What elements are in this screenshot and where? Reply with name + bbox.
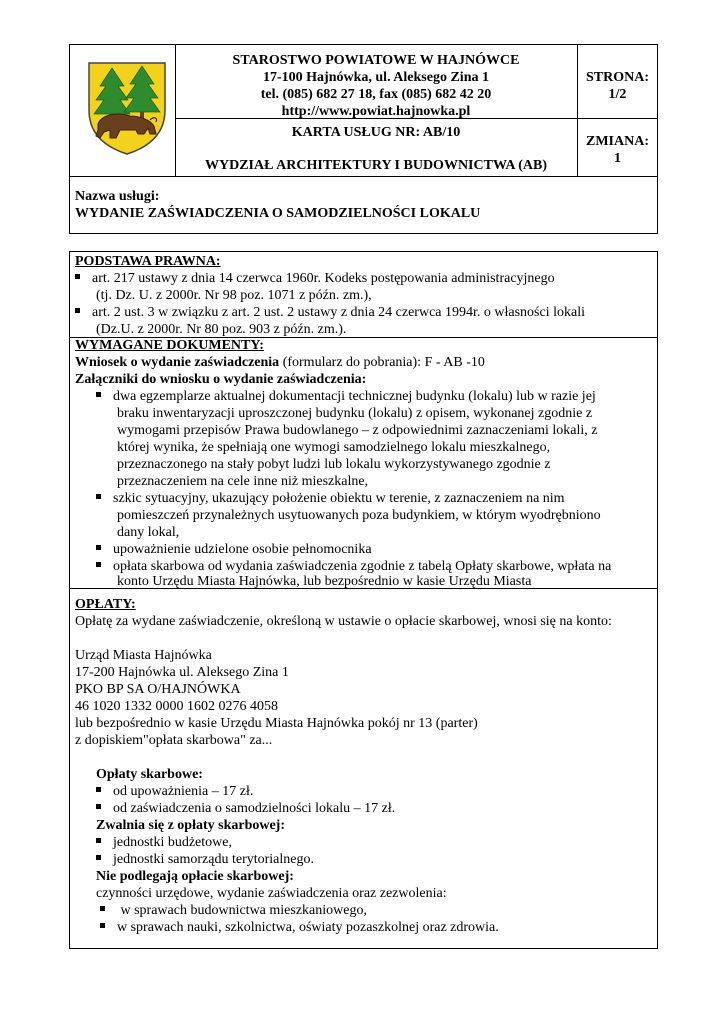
office-address: 17-100 Hajnówka, ul. Aleksego Zina 1 (263, 70, 489, 85)
bullet-icon (75, 308, 80, 313)
exempt-item: jednostki budżetowe, (96, 834, 232, 851)
attachment-item-cont: której wynika, że spełniają one wymogi samodzielnego lokalu mieszkalnego, (117, 440, 551, 455)
change-number: 1 (614, 151, 621, 166)
bullet-icon (96, 545, 101, 550)
attachment-item-cont: dany lokal, (117, 525, 180, 540)
bullet-icon (100, 906, 105, 911)
bullet-icon (75, 274, 80, 279)
legal-heading: PODSTAWA PRAWNA: (75, 254, 221, 269)
exempt-heading: Zwalnia się z opłaty skarbowej: (96, 818, 285, 833)
not-subject-item: w sprawach budownictwa mieszkaniowego, (100, 902, 367, 919)
legal-item: art. 2 ust. 3 w związku z art. 2 ust. 2 ustawy z dnia 24 czerwca 1994r. o własności lokali (75, 304, 585, 321)
bullet-icon (100, 923, 105, 928)
not-subject-heading: Nie podlegają opłacie skarbowej: (96, 869, 294, 884)
attachment-item-cont: braku inwentaryzacji uproszczonej budynku (lokalu) z opisem, wykonanej zgodnie z (117, 406, 593, 421)
office-name: STAROSTWO POWIATOWE W HAJNÓWCE (232, 53, 520, 68)
legal-item: art. 217 ustawy z dnia 14 czerwca 1960r. Kodeks postępowania administracyjnego (75, 270, 555, 287)
office-website: http://www.powiat.hajnowka.pl (281, 104, 471, 119)
bullet-icon (96, 838, 101, 843)
service-label: Nazwa usługi: (75, 189, 160, 204)
page-label: STRONA: (585, 70, 649, 85)
account-line: 17-200 Hajnówka ul. Aleksego Zina 1 (75, 665, 289, 680)
office-phone: tel. (085) 682 27 18, fax (085) 682 42 20 (260, 87, 492, 102)
attachment-item-cont: wymogami przepisów Prawa budowlanego – z odpowiednimi zaznaczeniami lokali, z (117, 423, 598, 438)
stamp-fee-item: od upoważnienia – 17 zł. (96, 783, 253, 800)
account-line: lub bezpośrednio w kasie Urzędu Miasta Hajnówka pokój nr 13 (parter) (75, 716, 478, 731)
bullet-icon (96, 494, 101, 499)
bullet-icon (96, 855, 101, 860)
page-number: 1/2 (608, 87, 627, 102)
attachments-heading: Załączniki do wniosku o wydanie zaświadczenia: (75, 372, 367, 387)
account-line: PKO BP SA O/HAJNÓWKA (75, 682, 241, 697)
account-line: 46 1020 1332 0000 1602 0276 4058 (75, 699, 278, 714)
documents-heading: WYMAGANE DOKUMENTY: (75, 338, 264, 353)
service-card-number: KARTA USŁUG NR: AB/10 (291, 125, 461, 140)
change-label: ZMIANA: (586, 134, 649, 149)
not-subject-item: w sprawach nauki, szkolnictwa, oświaty pozaszkolnej oraz zdrowia. (100, 919, 499, 936)
fees-intro: Opłatę za wydane zaświadczenie, określoną w ustawie o opłacie skarbowej, wnosi się na konto: (75, 614, 612, 629)
bullet-icon (96, 804, 101, 809)
not-subject-text: czynności urzędowe, wydanie zaświadczenia oraz zezwolenia: (96, 886, 447, 901)
legal-item-cont: (tj. Dz. U. z 2000r. Nr 98 poz. 1071 z późn. zm.), (96, 288, 372, 303)
service-name: WYDANIE ZAŚWIADCZENIA O SAMODZIELNOŚCI LOKALU (75, 206, 481, 221)
attachment-item-cont: przeznaczeniem na cele inne niż mieszkalne, (117, 474, 369, 489)
request-form-line: Wniosek o wydanie zaświadczenia (formularz do pobrania): F - AB -10 (75, 355, 485, 370)
attachment-item-cont: konto Urzędu Miasta Hajnówka, lub bezpośrednio w kasie Urzędu Miasta (117, 574, 532, 589)
stamp-fees-heading: Opłaty skarbowe: (96, 767, 203, 782)
account-line: z dopiskiem"opłata skarbowa" za... (75, 733, 273, 748)
stamp-fee-item: od zaświadczenia o samodzielności lokalu – 17 zł. (96, 800, 395, 817)
attachment-item: upoważnienie udzielone osobie pełnomocnika (96, 541, 372, 558)
account-line: Urząd Miasta Hajnówka (75, 648, 212, 663)
bullet-icon (96, 787, 101, 792)
legal-item-cont: (Dz.U. z 2000r. Nr 80 poz. 903 z późn. zm.). (96, 322, 347, 337)
attachment-item: dwa egzemplarze aktualnej dokumentacji technicznej budynku (lokalu) lub w razie jej (96, 388, 596, 405)
exempt-item: jednostki samorządu terytorialnego. (96, 851, 314, 868)
bullet-icon (96, 562, 101, 567)
coat-of-arms-logo (86, 60, 168, 156)
attachment-item-cont: pomieszczeń przynależnych usytuowanych poza budynkiem, w którym wyodrębniono (117, 508, 601, 523)
attachment-item: szkic sytuacyjny, ukazujący położenie obiektu w terenie, z zaznaczeniem na nim (96, 490, 565, 507)
attachment-item-cont: przeznaczonego na stały pobyt ludzi lub lokalu wykorzystywanego zgodnie z (117, 457, 551, 472)
fees-heading: OPŁATY: (75, 597, 136, 612)
bullet-icon (96, 392, 101, 397)
attachment-item: opłata skarbowa od wydania zaświadczenia zgodnie z tabelą Opłaty skarbowe, wpłata na (96, 558, 611, 575)
department-name: WYDZIAŁ ARCHITEKTURY I BUDOWNICTWA (AB) (204, 158, 548, 173)
